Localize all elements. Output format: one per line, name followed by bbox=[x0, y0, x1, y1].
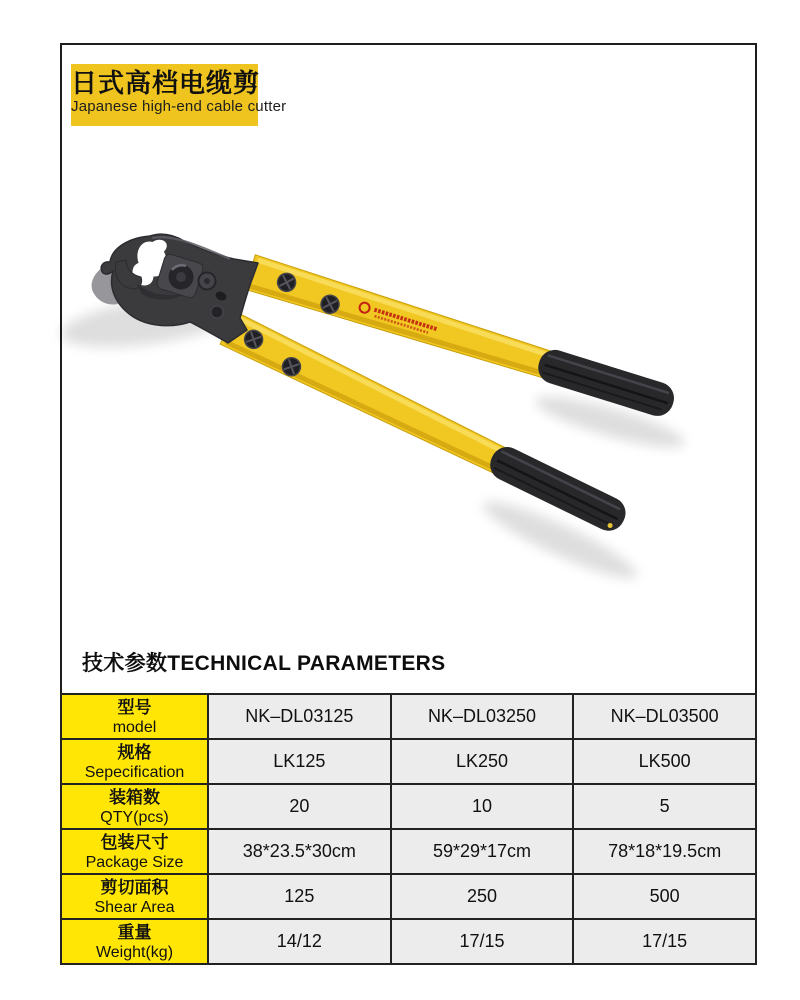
cell-value: 17/15 bbox=[391, 919, 574, 964]
row-label-en: Weight(kg) bbox=[95, 943, 174, 961]
cell-value: 78*18*19.5cm bbox=[573, 829, 756, 874]
cell-value: 5 bbox=[573, 784, 756, 829]
row-label-en: Sepecification bbox=[84, 763, 185, 781]
row-label-cn: 剪切面积 bbox=[100, 877, 169, 897]
cell-value: 14/12 bbox=[208, 919, 391, 964]
cell-value: NK–DL03125 bbox=[208, 694, 391, 739]
table-row bbox=[61, 739, 756, 784]
row-label-cell bbox=[61, 919, 208, 964]
cell-value: 20 bbox=[208, 784, 391, 829]
section-heading: 技术参数TECHNICAL PARAMETERS bbox=[82, 652, 446, 675]
cell-value: LK250 bbox=[391, 739, 574, 784]
cell-value: 10 bbox=[391, 784, 574, 829]
row-label-cell bbox=[61, 784, 208, 829]
cell-value: NK–DL03500 bbox=[573, 694, 756, 739]
head-lower-bolt bbox=[211, 306, 223, 318]
head-logo-emboss bbox=[199, 273, 216, 290]
cell-value: 125 bbox=[208, 874, 391, 919]
page-title-english: Japanese high-end cable cutter bbox=[71, 98, 287, 115]
title-banner bbox=[71, 64, 287, 126]
table-row bbox=[61, 874, 756, 919]
product-shadow bbox=[58, 288, 689, 590]
row-label-cell bbox=[61, 874, 208, 919]
page-title-chinese: 日式高档电缆剪 bbox=[71, 68, 261, 98]
row-label-en: model bbox=[112, 718, 157, 736]
row-label-cn: 型号 bbox=[117, 697, 152, 717]
table-row bbox=[61, 784, 756, 829]
cell-value: LK500 bbox=[573, 739, 756, 784]
spec-table bbox=[60, 693, 757, 965]
cell-value: 500 bbox=[573, 874, 756, 919]
row-label-en: Shear Area bbox=[94, 898, 175, 916]
row-label-cell bbox=[61, 739, 208, 784]
row-label-cn: 装箱数 bbox=[109, 787, 160, 807]
row-label-en: QTY(pcs) bbox=[100, 808, 169, 826]
row-label-cn: 重量 bbox=[117, 922, 152, 942]
row-label-en: Package Size bbox=[85, 853, 184, 871]
cell-value: NK–DL03250 bbox=[391, 694, 574, 739]
row-label-cn: 包装尺寸 bbox=[100, 832, 169, 852]
cell-value: 59*29*17cm bbox=[391, 829, 574, 874]
table-row bbox=[61, 694, 756, 739]
cell-value: LK125 bbox=[208, 739, 391, 784]
lower-handle bbox=[220, 312, 631, 537]
upper-handle bbox=[245, 255, 679, 421]
table-row bbox=[61, 829, 756, 874]
cell-value: 250 bbox=[391, 874, 574, 919]
row-label-cell bbox=[61, 694, 208, 739]
cell-value: 17/15 bbox=[573, 919, 756, 964]
row-label-cell bbox=[61, 829, 208, 874]
row-label-cn: 规格 bbox=[117, 742, 152, 762]
cell-value: 38*23.5*30cm bbox=[208, 829, 391, 874]
table-row bbox=[61, 919, 756, 964]
